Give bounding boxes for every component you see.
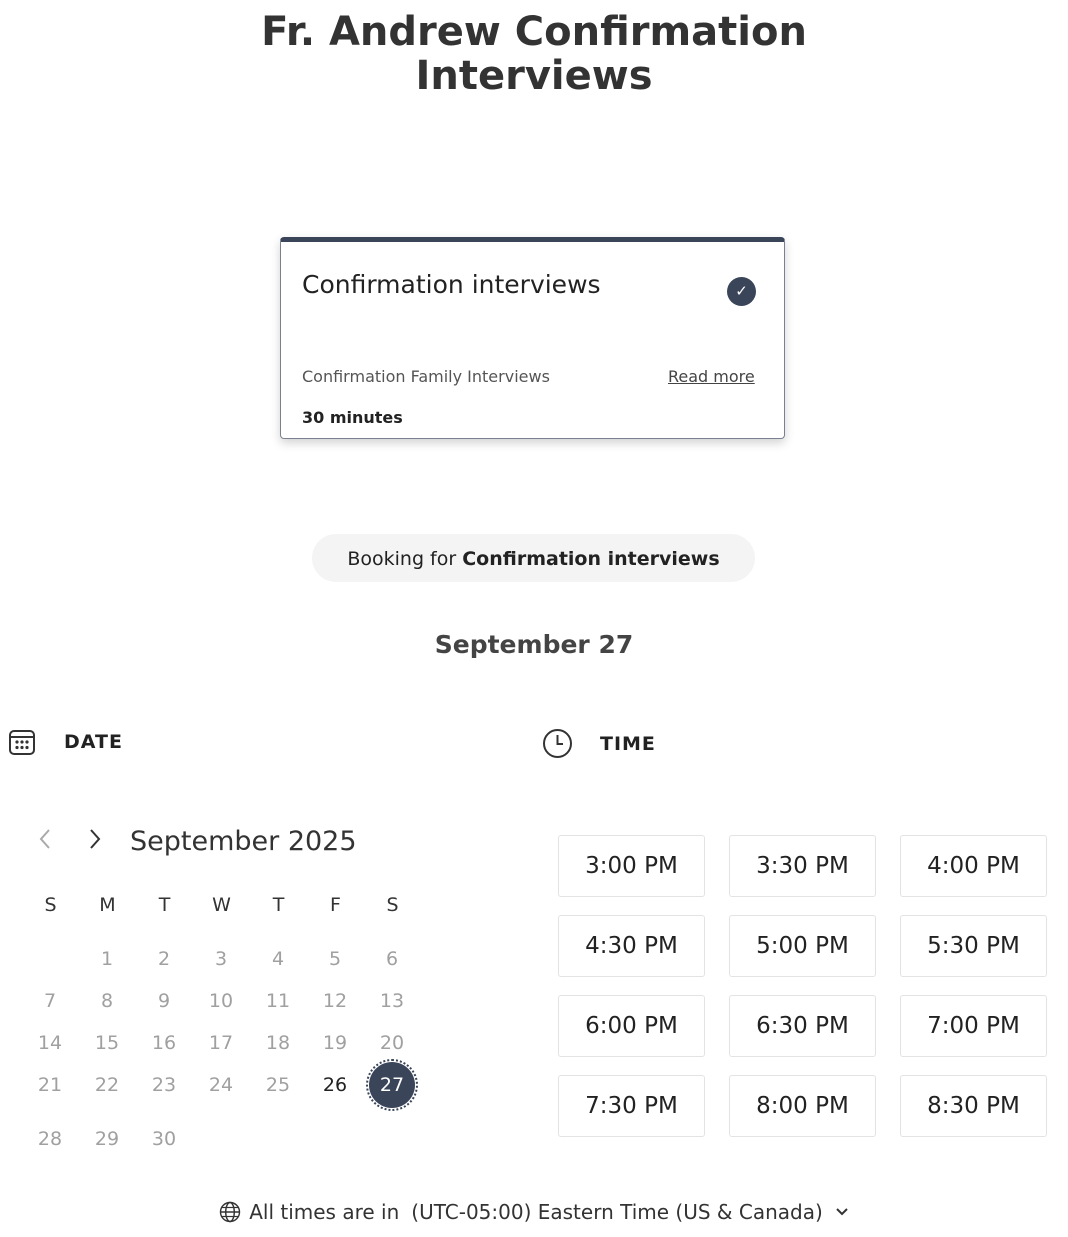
calendar-day-selected[interactable]: 27 xyxy=(369,1062,415,1108)
booking-for-pill xyxy=(312,534,755,582)
calendar-day: 6 xyxy=(385,948,399,970)
calendar-day: 22 xyxy=(94,1074,120,1096)
calendar-day[interactable]: 26 xyxy=(322,1074,348,1096)
chevron-left-icon[interactable] xyxy=(30,824,60,860)
calendar-day: 29 xyxy=(94,1128,120,1150)
calendar-day: 15 xyxy=(94,1032,120,1054)
time-slot-button[interactable]: 5:00 PM xyxy=(729,915,876,977)
service-description: Confirmation Family Interviews xyxy=(302,367,550,386)
time-slot-button[interactable]: 8:00 PM xyxy=(729,1075,876,1137)
time-slot-button[interactable]: 6:00 PM xyxy=(558,995,705,1057)
calendar-day: 4 xyxy=(271,948,285,970)
calendar-day: 25 xyxy=(265,1074,291,1096)
calendar-day: 20 xyxy=(379,1032,405,1054)
timezone-prefix: All times are in xyxy=(249,1200,400,1224)
selected-date-heading: September 27 xyxy=(434,630,634,659)
service-name: Confirmation interviews xyxy=(302,270,601,299)
calendar-day: 3 xyxy=(214,948,228,970)
calendar-icon xyxy=(8,728,36,756)
time-section-header xyxy=(542,728,656,759)
calendar-day: 18 xyxy=(265,1032,291,1054)
calendar-day: 7 xyxy=(43,990,57,1012)
timezone-value[interactable]: (UTC-05:00) Eastern Time (US & Canada) xyxy=(411,1200,823,1224)
calendar-day: 9 xyxy=(157,990,171,1012)
globe-icon xyxy=(219,1201,241,1223)
time-slot-button[interactable]: 8:30 PM xyxy=(900,1075,1047,1137)
weekday-label: F xyxy=(330,894,341,916)
time-slot-button[interactable]: 5:30 PM xyxy=(900,915,1047,977)
calendar-day: 14 xyxy=(37,1032,63,1054)
date-section-header xyxy=(8,728,123,756)
time-slot-button[interactable]: 4:00 PM xyxy=(900,835,1047,897)
calendar-day: 8 xyxy=(100,990,114,1012)
weekday-label: S xyxy=(386,894,399,916)
timezone-selector[interactable] xyxy=(0,1200,1068,1224)
weekday-label: W xyxy=(212,894,231,916)
time-slot-button[interactable]: 3:00 PM xyxy=(558,835,705,897)
date-section-label: DATE xyxy=(64,731,123,753)
weekday-label: M xyxy=(99,894,116,916)
calendar-day: 10 xyxy=(208,990,234,1012)
time-slot-button[interactable]: 7:00 PM xyxy=(900,995,1047,1057)
calendar-day: 17 xyxy=(208,1032,234,1054)
page-title xyxy=(0,10,1068,98)
calendar-day: 30 xyxy=(151,1128,177,1150)
page-title-line-2: Interviews xyxy=(415,53,653,99)
calendar-day: 16 xyxy=(151,1032,177,1054)
page-title-line-1: Fr. Andrew Confirmation xyxy=(261,9,807,55)
time-slot-button[interactable]: 7:30 PM xyxy=(558,1075,705,1137)
chevron-right-icon[interactable] xyxy=(80,824,110,860)
time-slot-grid xyxy=(558,835,1048,1137)
service-duration: 30 minutes xyxy=(302,408,403,427)
weekday-label: T xyxy=(158,894,171,916)
calendar-day: 19 xyxy=(322,1032,348,1054)
calendar-day: 5 xyxy=(328,948,342,970)
time-section-label: TIME xyxy=(600,732,656,755)
calendar-month-label: September 2025 xyxy=(130,826,357,857)
calendar-day: 1 xyxy=(100,948,114,970)
calendar-day: 23 xyxy=(151,1074,177,1096)
time-slot-button[interactable]: 4:30 PM xyxy=(558,915,705,977)
calendar-day: 28 xyxy=(37,1128,63,1150)
calendar-day: 12 xyxy=(322,990,348,1012)
read-more-link[interactable]: Read more xyxy=(668,367,755,386)
calendar-day: 2 xyxy=(157,948,171,970)
time-slot-button[interactable]: 6:30 PM xyxy=(729,995,876,1057)
check-circle-icon: ✓ xyxy=(727,277,756,306)
booking-prefix: Booking for xyxy=(347,548,457,570)
weekday-label: T xyxy=(272,894,285,916)
chevron-down-icon[interactable] xyxy=(835,1207,849,1217)
calendar-day: 21 xyxy=(37,1074,63,1096)
calendar-day: 13 xyxy=(379,990,405,1012)
booking-service-name: Confirmation interviews xyxy=(462,548,720,570)
clock-icon xyxy=(542,728,573,759)
time-slot-button[interactable]: 3:30 PM xyxy=(729,835,876,897)
calendar-day: 11 xyxy=(265,990,291,1012)
weekday-label: S xyxy=(44,894,57,916)
service-card[interactable] xyxy=(280,237,785,439)
calendar-day: 24 xyxy=(208,1074,234,1096)
